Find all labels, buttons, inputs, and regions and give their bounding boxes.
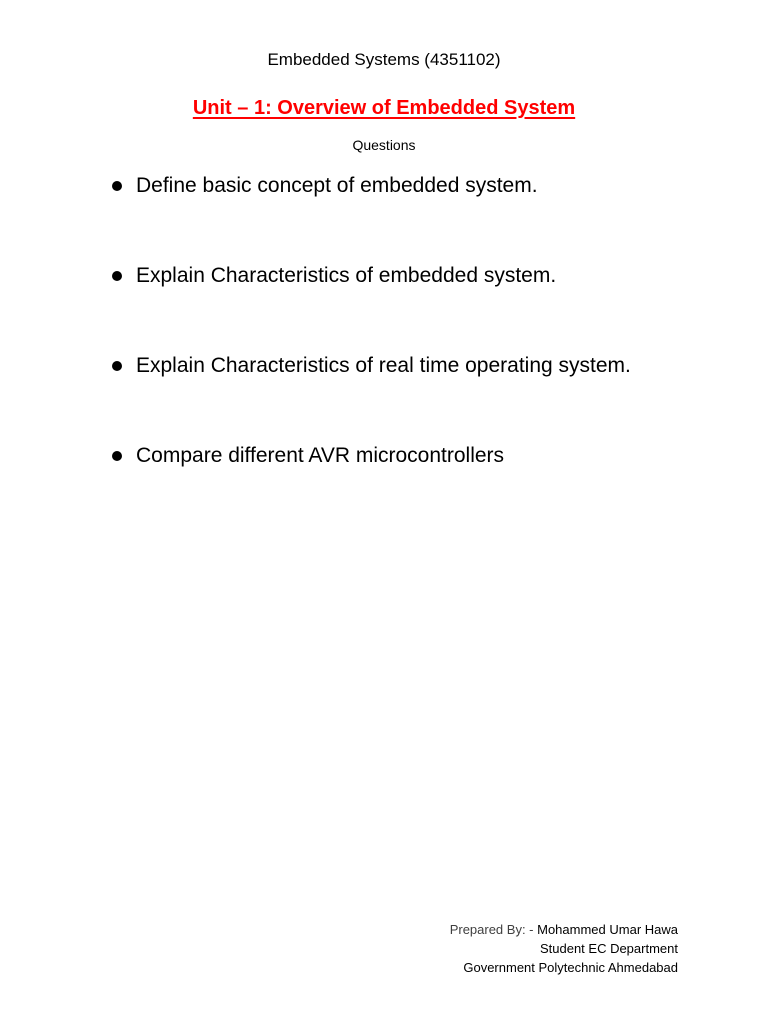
question-item (112, 440, 732, 530)
bullet-icon (112, 451, 122, 461)
prepared-by-line (450, 920, 678, 939)
question-text: Explain Characteristics of real time operating system. (136, 354, 631, 377)
questions-heading: Questions (352, 137, 416, 153)
question-text: Compare different AVR microcontrollers (136, 444, 505, 467)
question-text: Explain Characteristics of embedded system. (136, 264, 557, 287)
course-title: Embedded Systems (4351102) (267, 50, 501, 69)
author-institution: Government Polytechnic Ahmedabad (463, 960, 678, 975)
bullet-icon (112, 271, 122, 281)
bullet-icon (112, 361, 122, 371)
footer-credits (450, 920, 678, 977)
author-role: Student EC Department (539, 941, 678, 956)
question-item (112, 350, 732, 440)
question-text: Define basic concept of embedded system. (136, 174, 538, 197)
unit-title: Unit – 1: Overview of Embedded System (192, 97, 576, 119)
bullet-icon (112, 181, 122, 191)
prepared-by-label: Prepared By: - (449, 922, 538, 937)
question-item (112, 260, 732, 350)
author-name: Mohammed Umar Hawa (537, 922, 678, 937)
question-list (112, 170, 732, 530)
question-item (112, 170, 732, 260)
